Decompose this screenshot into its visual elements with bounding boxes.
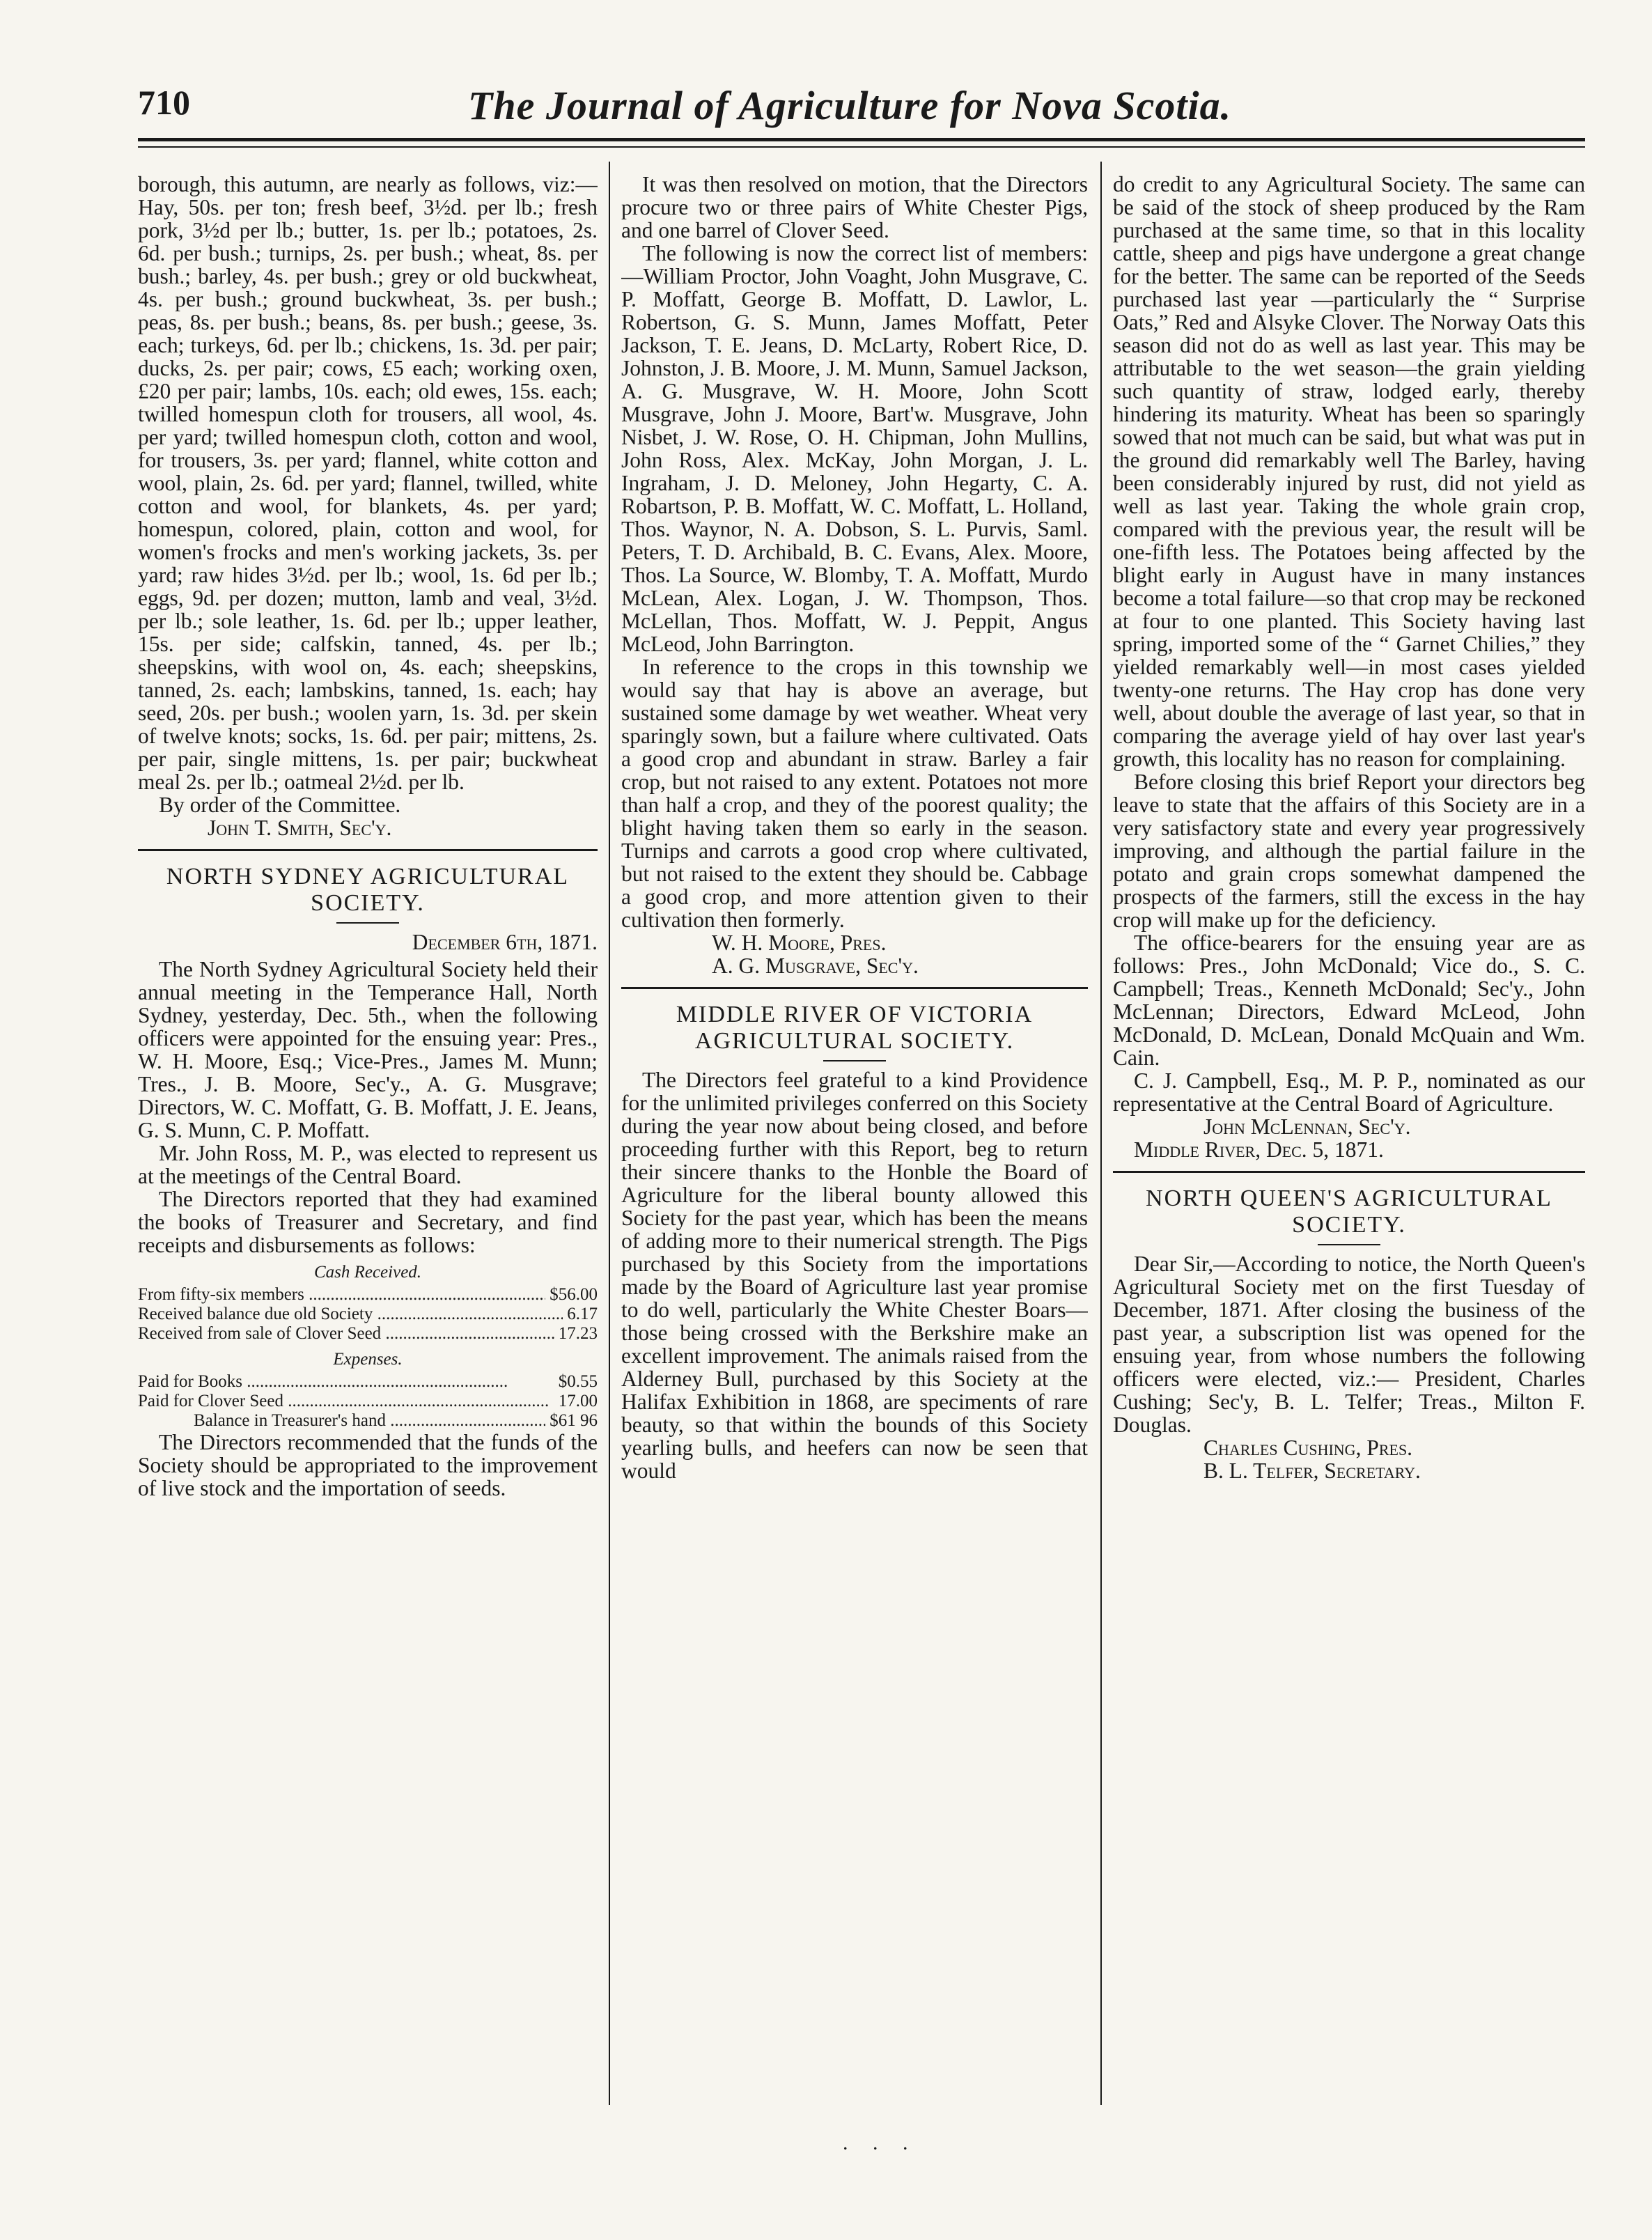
market-prices-paragraph: borough, this autumn, are nearly as follows, viz:—Hay, 50s. per ton; fresh beef, 3½d. per lb.; fresh pork, 3½d per lb.; butter, 1s. per lb.; potatoes, 2s. 6d. per bush.; turnips, 2s. per bush.; wheat, 8s. per bush.; barley, 4s. per bush.; grey or old buckwheat, 4s. per bush.; ground buckwheat, 3s. per bush.; peas, 8s. per bush.; beans, 8s. per bush.; geese, 3s. each; turkeys, 6d. per lb.; chickens, 1s. 3d. per pair; ducks, 2s. per pair; cows, £5 each; working oxen, £20 per pair; lambs, 10s. each; old ewes, 15s. each; twilled homespun cloth for trousers, all wool, 4s. per yard; twilled homespun cloth, cotton and wool, for trousers, 3s. per yard; flannel, white cotton and wool, plain, 2s. 6d. per yard; flannel, twilled, white cotton and wool, for blankets, 4s. per yard; homespun, colored, plain, cotton and wool, for women's frocks and men's working jackets, 3s. per yard; raw hides 3½d. per lb.; wool, 1s. 6d per lb.; eggs, 9d. per dozen; mutton, lamb and veal, 3½d. per lb.; sole leather, 1s. 6d. per lb.; upper leather, 15s. per side; calfskin, tanned, 4s. per lb.; sheepskins, with wool on, 4s. each; sheepskins, tanned, 2s. each; lambskins, tanned, 1s. each; hay seed, 20s. per bush.; woolen yarn, 1s. 3d. per skein of twelve knots; socks, 1s. 6d. per pair; mittens, 2s. per pair, single mittens, 1s. per pair; buckwheat meal 2s. per lb.; oatmeal 2½d. per lb. — [138, 173, 598, 794]
section-title-north-sydney: NORTH SYDNEY AGRICULTURAL SOCIETY. — [166, 864, 570, 916]
account-label: Received balance due old Society ..... — [138, 1305, 563, 1324]
column-right — [1113, 173, 1585, 2102]
column-divider-left — [609, 162, 610, 2105]
section-title-middle-river: MIDDLE RIVER OF VICTORIA AGRICULTURAL SOCIETY. — [676, 1002, 1034, 1054]
title-rule — [336, 922, 399, 924]
signature-bl-telfer: B. L. Telfer, Secretary. — [1203, 1459, 1421, 1483]
signature-john-mclennan: John McLennan, Sec'y. — [1203, 1114, 1411, 1139]
closing-paragraph: Before closing this brief Report your directors beg leave to state that the affairs of this Society are in a very satisfactory state and every year progressively improving, and although the partial failure in the potato and grain crops somewhat dampened the prospects of the farmers, still the excess in the hay crop will make up for the deficiency. — [1113, 770, 1585, 932]
resolution-paragraph: It was then resolved on motion, that the Directors procure two or three pairs of White Chester Pigs, and one barrel of Clover Seed. — [621, 173, 1088, 242]
account-label: From fifty-six members ..... — [138, 1285, 545, 1305]
account-row — [138, 1392, 598, 1411]
signature-secretary: A. G. Musgrave, Sec'y. — [712, 954, 919, 978]
account-label: Paid for Clover Seed ..... — [138, 1392, 554, 1411]
recommendation-paragraph: The Directors recommended that the funds of the Society should be appropriated to the improvement of live stock and the importation of seeds. — [138, 1430, 598, 1500]
crops-paragraph: In reference to the crops in this township we would say that hay is above an average, but sustained some damage by wet weather. Wheat very sparingly sown, but a failure where cultivated. Oats a good crop and abundant in straw. Barley a fair crop, but not raised to any extent. Potatoes not more than half a crop, and they of the poorest quality; the blight having taken them so early in the season. Turnips and carrots a good crop where cultivated, but not raised to the extent they should be. Cabbage a good crop, and more attention given to their cultivation then formerly. — [621, 655, 1088, 932]
north-queens-paragraph: Dear Sir,—According to notice, the North Queen's Agricultural Society met on the first Tuesday of December, 1871. After closing the business of the past year, a subscription list was opened for the ensuing year, from whose numbers the following officers were elected, viz.:— President, Charles Cushing; Sec'y, B. L. Telfer; Treas., Milton F. Douglas. — [1113, 1252, 1585, 1437]
account-amount: 6.17 — [567, 1305, 598, 1323]
signature-president: W. H. Moore, Pres. — [712, 931, 887, 955]
account-row — [138, 1324, 598, 1344]
expenses-heading: Expenses. — [333, 1350, 403, 1369]
balance-row — [138, 1411, 598, 1431]
members-paragraph: The following is now the correct list of members:—William Proctor, John Voaght, John Musgrave, C. P. Moffatt, George B. Moffatt, D. Lawlor, L. Robertson, G. S. Munn, James Moffatt, Peter Jackson, T. E. Jeans, D. McLarty, Robert Rice, D. Johnston, J. B. Moore, J. M. Munn, Samuel Jackson, A. G. Musgrave, W. H. Moore, John Scott Musgrave, John J. Moore, Bart'w. Musgrave, John Nisbet, J. W. Rose, O. H. Chipman, John Mullins, John Ross, Alex. McKay, John Morgan, J. L. Ingraham, J. D. Meloney, John Hegarty, C. A. Robartson, P. B. Moffatt, W. C. Moffatt, L. Holland, Thos. Waynor, N. A. Dobson, S. L. Purvis, Saml. Peters, T. D. Archibald, B. C. Evans, Alex. Moore, Thos. La Source, W. Blomby, T. A. Moffatt, Murdo McLean, Alex. Logan, J. W. Thompson, Thos. McLellan, Thos. Moffatt, W. J. Peppit, Angus McLeod, John Barrington. — [621, 241, 1088, 656]
account-amount: $0.55 — [558, 1372, 598, 1391]
committee-line: By order of the Committee. — [159, 793, 401, 817]
account-label: Received from sale of Clover Seed ..... — [138, 1324, 554, 1344]
directors-report-paragraph: The Directors feel grateful to a kind Providence for the unlimited privileges conferred on this Society during the year now about being closed, and before proceeding further with this Report, beg to return their sincere thanks to the Honble the Board of Agriculture for the liberal bounty allowed this Society for the past year, which has been the means of adding more to their numerical strength. The Pigs purchased by this Society from the importations made by the Board of Agriculture last year promise to do well, particularly the White Chester Boars—those being crossed with the Berkshire make an excellent improvement. The animals raised from the Alderney Bull, purchased by this Society at the Halifax Exhibition in 1868, are speciments of rare beauty, so that within the bounds of this Society yearling bulls, and heefers can now be seen that would — [621, 1068, 1088, 1483]
title-rule — [823, 1060, 886, 1061]
signature-charles-cushing: Charles Cushing, Pres. — [1203, 1436, 1413, 1460]
page-number: 710 — [138, 83, 190, 122]
account-row — [138, 1305, 598, 1324]
account-label: Balance in Treasurer's hand ..... — [194, 1411, 545, 1431]
treasurer-paragraph: The Directors reported that they had examined the books of Treasurer and Secretary, and find receipts and disbursements as follows: — [138, 1187, 598, 1257]
account-label: Paid for Books ..... — [138, 1372, 554, 1392]
report-date: December 6th, 1871. — [412, 930, 598, 954]
continued-paragraph: do credit to any Agricultural Society. The same can be said of the stock of sheep produced by the Ram purchased at the same time, so that in this locality cattle, sheep and pigs have undergone a great change for the better. The same can be reported of the Seeds purchased last year —particularly the “ Surprise Oats,” Red and Alsyke Clover. The Norway Oats this season did not do as well as last year. This may be attributable to the wet season—the grain yielding such quantity of straw, lodged early, thereby hindering its maturity. Wheat has been so sparingly sowed that not much can be said, but what was put in the ground did remarkably well The Barley, having been considerably injured by rust, did not yield as well as last year. Taking the whole grain crop, compared with the previous year, the result will be one-fifth less. The Potatoes being affected by the blight early in August have in many instances become a total failure—so that crop may be reckoned at four to one planted. This Society having last spring, imported some of the “ Garnet Chilies,” they yielded remarkably well—in most cases yielded twenty-one returns. The Hay crop has done very well, about double the average of last year, so that in comparing the average yield of hay over last year's growth, this locality has no reason for complaining. — [1113, 173, 1585, 771]
account-amount: 17.23 — [558, 1324, 598, 1343]
signature-john-smith: John T. Smith, Sec'y. — [208, 816, 392, 840]
column-middle — [621, 173, 1088, 2102]
account-amount: $56.00 — [550, 1285, 598, 1304]
header-rule-thick — [138, 138, 1585, 141]
section-title-north-queens: NORTH QUEEN'S AGRICULTURAL SOCIETY. — [1146, 1185, 1552, 1238]
central-board-paragraph: Mr. John Ross, M. P., was elected to represent us at the meetings of the Central Board. — [138, 1141, 598, 1188]
running-title: The Journal of Agriculture for Nova Scotia. — [467, 83, 1232, 128]
office-bearers-paragraph: The office-bearers for the ensuing year are as follows: Pres., John McDonald; Vice do., S. C. Campbell; Treas., Kenneth McDonald; Sec'y., John McLennan; Directors, Edward McLeod, John McDonald, D. McLean, Donald McQuain and Wm. Cain. — [1113, 931, 1585, 1070]
header-rule-thin — [138, 146, 1585, 148]
account-amount: 17.00 — [558, 1392, 598, 1410]
printer-mark: . . . — [843, 2131, 918, 2154]
section-separator — [1113, 1171, 1585, 1173]
account-amount: $61 96 — [550, 1411, 598, 1430]
meeting-paragraph: The North Sydney Agricultural Society held their annual meeting in the Temperance Hall, North Sydney, yesterday, Dec. 5th., when the following officers were appointed for the ensuing year: Pres., W. H. Moore, Esq.; Vice-Pres., James M. Munn; Tres., J. B. Moore, Sec'y., A. G. Musgrave; Directors, W. C. Moffatt, G. B. Moffatt, J. E. Jeans, G. S. Munn, C. P. Moffatt. — [138, 957, 598, 1142]
account-row — [138, 1285, 598, 1305]
account-row — [138, 1372, 598, 1392]
place-date-line: Middle River, Dec. 5, 1871. — [1134, 1137, 1384, 1162]
column-left — [138, 173, 598, 2102]
cash-received-heading: Cash Received. — [313, 1263, 422, 1282]
nomination-paragraph: C. J. Campbell, Esq., M. P. P., nominated as our representative at the Central Board of Agriculture. — [1113, 1068, 1585, 1116]
column-divider-right — [1100, 162, 1102, 2105]
section-separator — [138, 849, 598, 851]
title-rule — [1318, 1244, 1380, 1245]
section-separator — [621, 987, 1088, 989]
